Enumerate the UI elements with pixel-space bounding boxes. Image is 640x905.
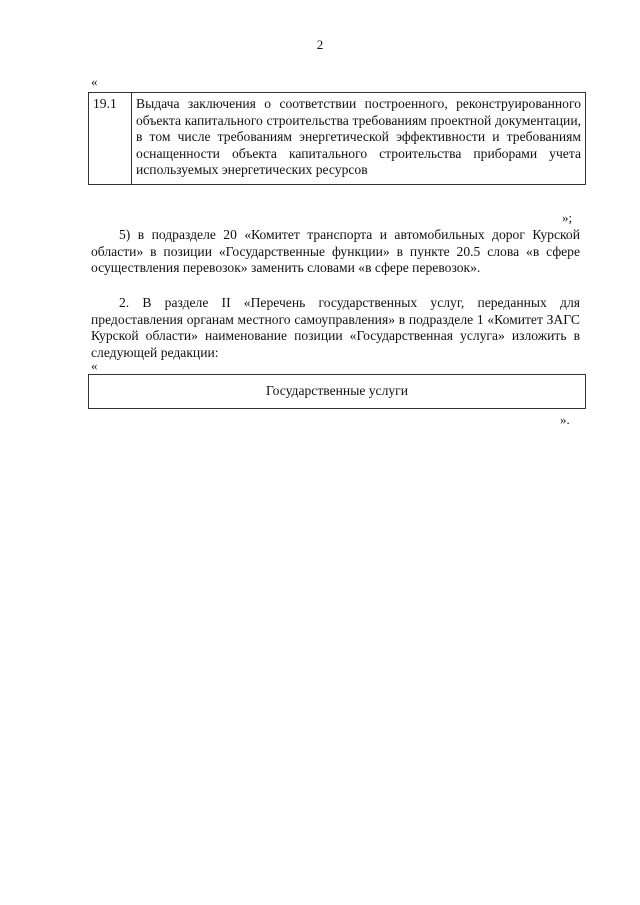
closing-quote-2: ». [560, 412, 570, 427]
services-heading: Государственные услуги [265, 383, 409, 399]
closing-quote: »; [562, 210, 573, 225]
paragraph-2: 2. В разделе II «Перечень государственных услуг, переданных для предоставления органам местного самоуправления» в подразделе 1 «Комитет ЗАГС Курской области» наименование позиции «Государственная услуга» изложить в следующей редакции: [91, 295, 580, 360]
item-description: Выдача заключения о соответствии построенного, реконструированного объекта капитального строительства требованиям проектной документации, в том числе требованиям энергетической эффективности и требованиям оснащенности объекта капитального строительства приборами учета используемых энергетических ресурсов [132, 93, 586, 185]
opening-quote: « [91, 74, 98, 89]
page-number: 2 [316, 37, 324, 52]
paragraph-5: 5) в подразделе 20 «Комитет транспорта и автомобильных дорог Курской области» в позиции «Государственные функции» в пункте 20.5 слова «в сфере осуществления перевозок» заменить словами «в сфере перевозок». [91, 227, 580, 275]
opening-quote-2: « [91, 358, 98, 373]
item-number: 19.1 [89, 93, 132, 185]
services-heading-box [88, 374, 586, 409]
table-row [89, 93, 586, 185]
amendment-table [88, 92, 586, 185]
